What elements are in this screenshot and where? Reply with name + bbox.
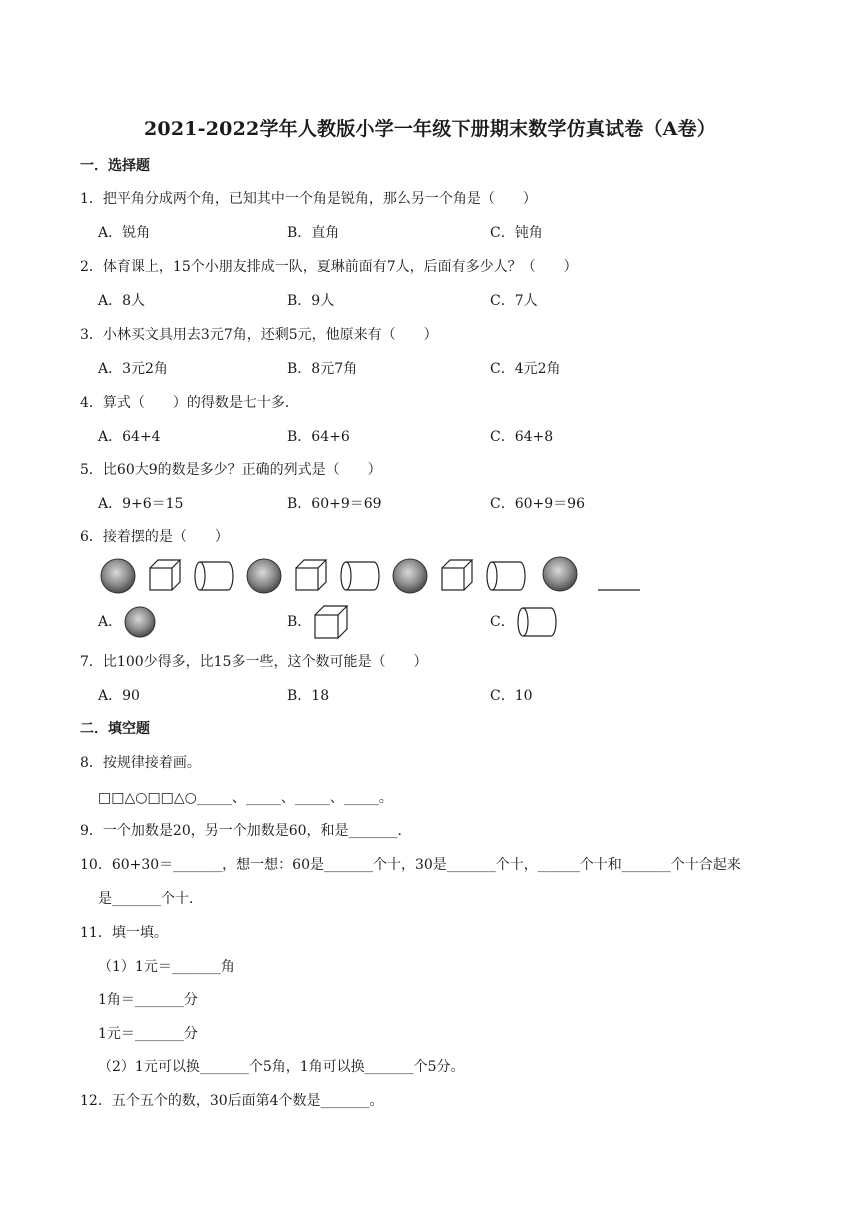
cylinder-icon [515,605,559,639]
question-6: 6．接着摆的是（ ） [80,529,229,545]
cube-icon [442,560,472,590]
q3-option-a: A．3元2角 [98,361,168,377]
q1-option-b: B．直角 [287,225,340,241]
q6-option-c: C． [490,614,515,630]
q5-option-a: A．9+6＝15 [98,496,184,512]
q2-option-c: C．7人 [490,293,538,309]
q2-option-b: B．9人 [287,293,335,309]
sphere-icon [247,559,281,593]
q5-option-b: B．60+9＝69 [287,496,382,512]
q4-option-c: C．64+8 [490,429,554,445]
q1-option-c: C．钝角 [490,225,543,241]
q6-option-b: B． [287,614,312,630]
q3-option-b: B．8元7角 [287,361,358,377]
cube-icon [296,560,326,590]
q7-option-b: B．18 [287,688,330,704]
question-8: 8．按规律接着画。 [80,755,201,771]
question-5: 5．比60大9的数是多少？正确的列式是（ ） [80,462,382,478]
question-10-line2: 是_______个十． [98,891,203,907]
cylinder-icon [341,562,379,590]
q3-option-c: C．4元2角 [490,361,561,377]
sphere-icon [122,604,158,640]
sphere-icon [101,559,135,593]
cylinder-icon [195,562,233,590]
section-heading-choice: 一．选择题 [80,158,150,174]
question-4: 4．算式（ ）的得数是七十多． [80,395,299,411]
q8-pattern: □□△○□□△○_____、_____、_____、_____。 [98,790,393,806]
question-7: 7．比100少得多，比15多一些，这个数可能是（ ） [80,654,428,670]
question-2: 2．体育课上，15个小朋友排成一队，夏琳前面有7人，后面有多少人？（ ） [80,259,578,275]
q4-option-a: A．64+4 [98,429,161,445]
cylinder-icon [487,562,525,590]
sphere-icon [543,557,577,591]
q7-option-a: A．90 [98,688,140,704]
q6-option-a: A． [98,614,123,630]
question-12: 12．五个五个的数，30后面第4个数是_______。 [80,1093,384,1109]
question-10-line1: 10．60+30＝_______，想一想：60是_______个十，30是_______个十，______个十和_______个十合起来 [80,857,741,873]
question-1: 1．把平角分成两个角，已知其中一个角是锐角，那么另一个角是（ ） [80,191,537,207]
q11-part1: （1）1元＝_______角 [98,959,235,975]
q7-option-c: C．10 [490,688,533,704]
q11-line3: 1元＝_______分 [98,1026,198,1042]
sphere-icon [393,559,427,593]
page-title: 2021-2022学年人教版小学一年级下册期末数学仿真试卷（A卷） [144,118,716,140]
question-11: 11．填一填。 [80,925,168,941]
cube-icon [312,604,352,640]
q5-option-c: C．60+9＝96 [490,496,585,512]
q11-line2: 1角＝_______分 [98,992,198,1008]
section-heading-fill: 二．填空题 [80,721,150,737]
q4-option-b: B．64+6 [287,429,350,445]
shape-sequence [96,554,656,598]
question-9: 9．一个加数是20，另一个加数是60，和是_______． [80,823,412,839]
q1-option-a: A．锐角 [98,225,151,241]
question-3: 3．小林买文具用去3元7角，还剩5元，他原来有（ ） [80,327,438,343]
q11-part2: （2）1元可以换_______个5角，1角可以换_______个5分。 [98,1059,465,1075]
q2-option-a: A．8人 [98,293,146,309]
cube-icon [150,560,180,590]
